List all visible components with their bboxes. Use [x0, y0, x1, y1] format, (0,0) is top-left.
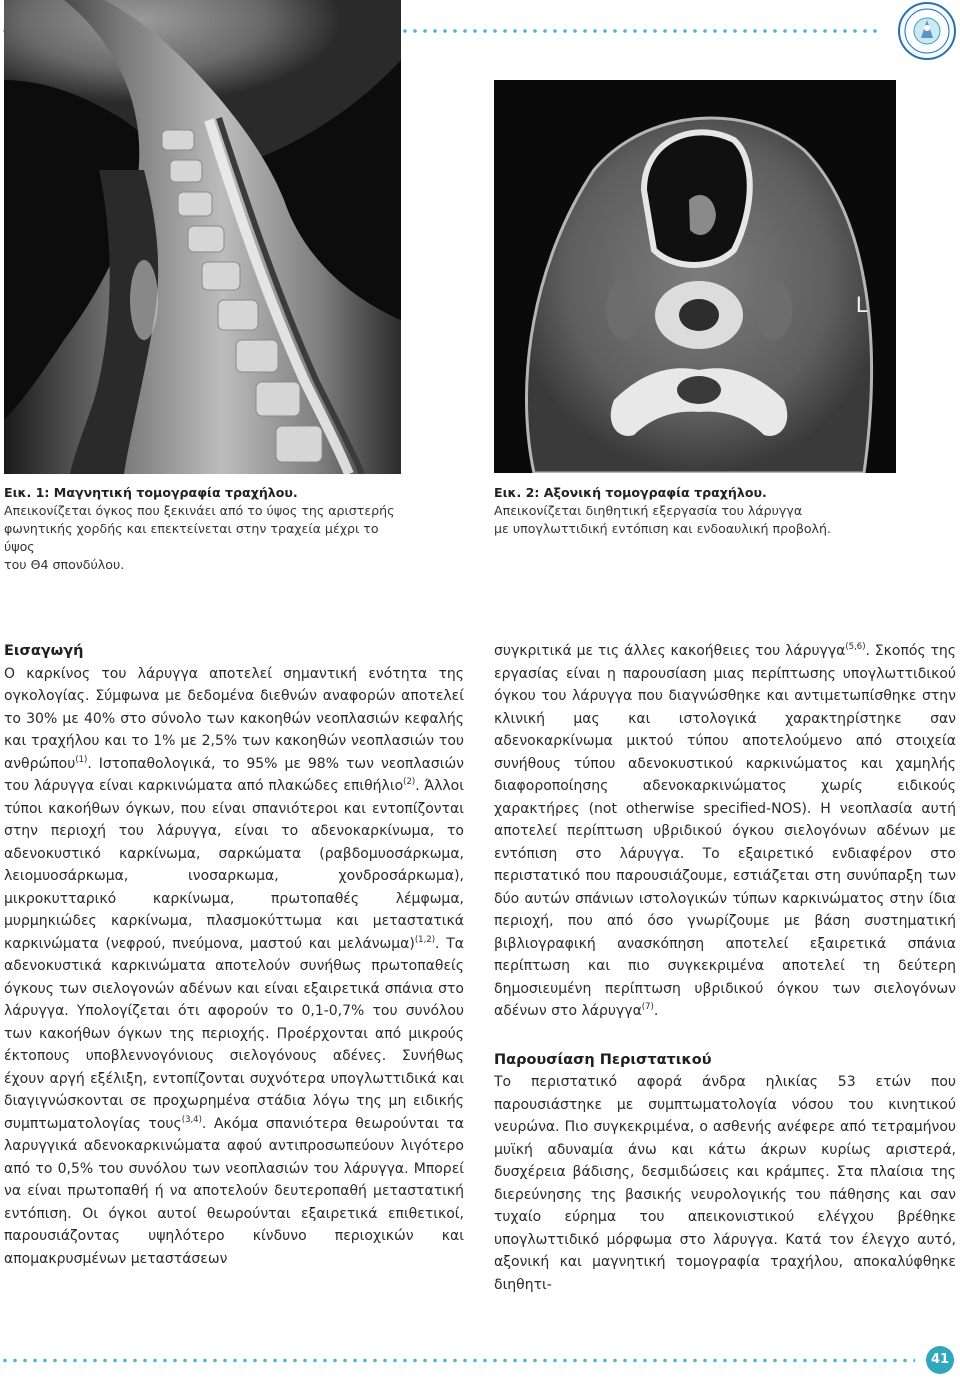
figure-1-caption: [4, 484, 404, 574]
figure-2-caption-line: Απεικονίζεται διηθητική εξεργασία του λάρυγγα: [494, 503, 803, 518]
citation-ref: (1,2): [414, 934, 436, 945]
section-heading-case-presentation: Παρουσίαση Περιστατικού: [494, 1051, 712, 1068]
case-presentation-paragraph: Το περιστατικό αφορά άνδρα ηλικίας 53 ετών που παρουσιάστηκε με συμπτωματολογία νόσου του κινητικού νευρώνα. Πιο συγκεκριμένα, ο ασθενής ανέφερε από τετραμήνου μυϊκή αδυναμία άνω και κάτω άκρων κυρίως αριστερά, δυσχέρεια βάδισης, δεσμιδώσεις και κράμπες. Στα πλαίσια της διερεύνησης της βασικής νευρολογικής του πάθησης και σαν τυχαίο εύρημα του απεικονιστικού ελέγχου βρέθηκε υπογλωττιδικό μόρφωμα στο λάρυγγα. Κατά τον έλεγχο αυτό, αξονική και μαγνητική τομογραφία τραχήλου, αποκαλύφθηκε διηθητι-: [494, 1074, 956, 1293]
text-run: συγκριτικά με τις άλλες κακοήθειες του λάρυγγα: [494, 643, 846, 659]
citation-ref: (2): [403, 777, 416, 787]
figure-1-caption-line: φωνητικής χορδής και επεκτείνεται στην τραχεία μέχρι το ύψος: [4, 521, 379, 554]
figure-1-caption-line: Απεικονίζεται όγκος που ξεκινάει από το ύψος της αριστερής: [4, 503, 395, 518]
figure-1-caption-line: του Θ4 σπονδύλου.: [4, 557, 125, 572]
introduction-paragraph-continued: [494, 640, 956, 1023]
left-text-column: [4, 640, 464, 1270]
figure-1-mri-image: [4, 0, 401, 474]
right-text-column: [494, 640, 956, 1296]
citation-ref: (1): [75, 754, 88, 765]
text-run: Ο καρκίνος του λάρυγγα αποτελεί σημαντική ενότητα της ογκολογίας. Σύμφωνα με δεδομένα διεθνών αναφορών αποτελεί το 30% με 40% στο σύνολο των κακοηθών νεοπλασιών κεφαλής και τραχήλου και το 1% με 2,5% των κακοηθών νεοπλασιών του ανθρώπου: [4, 665, 464, 772]
figure-2-side-marker: L: [856, 292, 869, 317]
text-run: . Ιστοπαθολογικά, το 95% με 98% των νεοπλασιών του λάρυγγα είναι καρκινώματα από πλακώδες επιθήλιο: [4, 755, 464, 794]
footer-dot-rule: [0, 1357, 915, 1364]
section-spacer: [494, 1023, 956, 1049]
figure-2-caption: [494, 484, 914, 538]
figure-2-caption-title: Εικ. 2: Αξονική τομογραφία τραχήλου.: [494, 485, 767, 500]
figure-2-caption-line: με υπογλωττιδική εντόπιση και ενδοαυλική προβολή.: [494, 521, 831, 536]
text-run: . Σκοπός της εργασίας είναι η παρουσίαση μιας περίπτωσης υπογλωττιδικού όγκου του λάρυγγα που διαγνώσθηκε και αντιμετωπίσθηκε στην κλινική μας και ιστολογικά χαρακτηρίστηκε σαν αδενοκαρκίνωμα μικτού τύπου αποτελούμενο από στοιχεία συνήθους τύπου αδενοκυστικού καρκινώματος και χαμηλής διαφοροποίησης αδενοκαρκινώματος χωρίς ειδικούς χαρακτήρες (not otherwise specified-NOS). Η νεοπλασία αυτή αποτελεί περίπτωση υβριδικού όγκου σιελογόνων αδένων με εντόπιση στο λάρυγγα. Το εξαιρετικό ενδιαφέρον στο περιστατικό που παρουσιάζουμε, εστιάζεται στη συνύπαρξη των δύο αυτών σπάνιων ιστολογικών τύπων καρκινώματος στην ίδια περιοχή, που από όσο γνωρίζουμε με βάση συστηματική βιβλιογραφική ανασκόπηση αποτελεί εξαιρετικά σπάνια περίπτωση και πιο συγκεκριμένα αποτελεί τη δεύτερη δημοσιευμένη περίπτωση υβριδικού όγκου των σιελογόνων αδένων στο λάρυγγα: [494, 643, 956, 1019]
text-run: .: [653, 1003, 659, 1019]
society-seal-icon: [898, 2, 956, 60]
introduction-paragraph: [4, 663, 464, 1271]
citation-ref: (5,6): [845, 642, 866, 652]
citation-ref: (3,4): [181, 1114, 202, 1125]
figure-2-ct-image: [494, 80, 896, 473]
figure-1-caption-title: Εικ. 1: Μαγνητική τομογραφία τραχήλου.: [4, 485, 298, 500]
citation-ref: (7): [641, 1002, 654, 1012]
page-number-badge: 41: [926, 1346, 954, 1374]
section-heading-introduction: Εισαγωγή: [4, 643, 84, 659]
text-run: . Άλλοι τύποι κακοήθων όγκων, που είναι σπανιότεροι και εντοπίζονται στην περιοχή του λάρυγγα, είναι το αδενοκαρκίνωμα, το αδενοκυστικό καρκίνωμα, σαρκώματα (ραβδομυοσάρκωμα, λειομυοσάρκωμα, ινοσαρκωμα, χονδροσάρκωμα), μικροκυτταρικό καρκίνωμα, πρωτοπαθές λέμφωμα, μυρμηκιώδες καρκίνωμα, πλασμοκύττωμα και μεταστατικά καρκινώματα (νεφρού, πνεύμονα, μαστού και μελάνωμα): [4, 778, 464, 952]
text-run: . Τα αδενοκυστικά καρκινώματα αποτελούν συνήθως πρωτοπαθείς όγκους των σιελογονών αδένων και είναι εξαιρετικά σπάνια στο λάρυγγα. Υπολογίζεται ότι αφορούν το 0,1-0,7% του συνόλου των κακοήθων όγκων της περιοχής. Προέρχονται από μικρούς έκτοπους υποβλεννογόνιους σιελογόνους αδένες. Συνήθως έχουν αργή εξέλιξη, εντοπίζονται συχνότερα υπογλωττιδικά και διαγιγνώσκονται σε προχωρημένα στάδια λόγω της μη ειδικής συμπτωματολογίας τους: [4, 935, 464, 1132]
text-run: . Ακόμα σπανιότερα θεωρούνται τα λαρυγγικά αδενοκαρκινώματα αφού αντιπροσωπεύουν λιγότερο από το 0,5% του συνόλου των νεοπλασιών του λάρυγγα. Μπορεί να είναι πρωτοπαθή ή να αποτελούν δευτεροπαθή μεταστατική εντόπιση. Οι όγκοι αυτοί θεωρούνται εξαιρετικά επιθετικοί, παρουσιάζοντας υψηλότερο κίνδυνο περιοχικών και απομακρυσμένων μεταστάσεων: [4, 1115, 465, 1267]
